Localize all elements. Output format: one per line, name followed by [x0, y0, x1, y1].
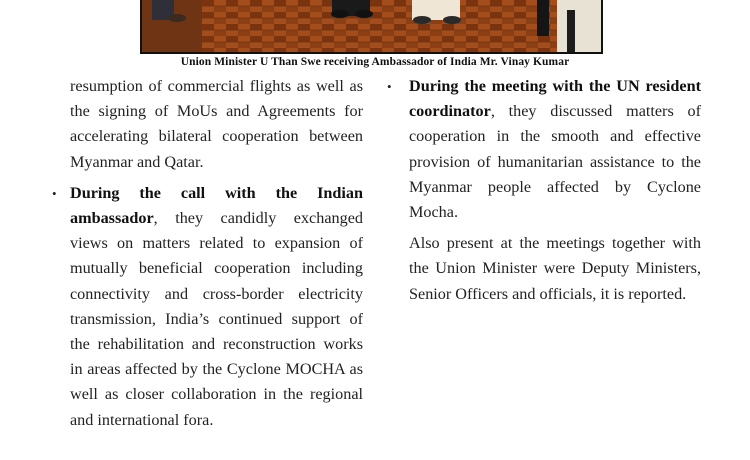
- bullet-dot: •: [387, 79, 392, 94]
- closing-paragraph-text: Also present at the meetings together with the Union Minister were Deputy Ministers, Senior Officers and officials, it is reported.: [409, 234, 701, 303]
- bullet-text-indian-ambassador: , they candidly exchanged views on matters related to expansion of mutually beneficial cooperation including connectivity and cross-border electricity transmission, India’s continued support of the rehabilitation and reconstruction works in areas affected by the Cyclone MOCHA as well as closer collaboration in the regional and international fora.: [70, 209, 363, 429]
- bullet-heading-un-coordinator: During the meeting with the UN resident coordinator: [409, 77, 701, 121]
- bullet-dot: •: [52, 185, 57, 201]
- bullet-indian-ambassador: [52, 181, 363, 433]
- bullet-text-un-coordinator: , they discussed matters of cooperation in the smooth and effective provision of humanitarian assistance to the Myanmar people affected by Cyclone Mocha.: [409, 102, 701, 222]
- meeting-photo: [140, 0, 603, 54]
- bullet-heading-indian-ambassador: During the call with the Indian ambassador: [70, 183, 363, 228]
- photo-caption: Union Minister U Than Swe receiving Ambassador of India Mr. Vinay Kumar: [180, 56, 570, 68]
- left-column: [52, 74, 363, 433]
- bullet-un-coordinator: [387, 74, 701, 225]
- right-column: [387, 74, 701, 307]
- continuation-paragraph: resumption of commercial flights as well as the signing of MoUs and Agreements for accelerating bilateral cooperation between Myanmar and Qatar.: [70, 77, 363, 171]
- meeting-photo-image: [142, 0, 603, 54]
- closing-paragraph: [387, 231, 701, 307]
